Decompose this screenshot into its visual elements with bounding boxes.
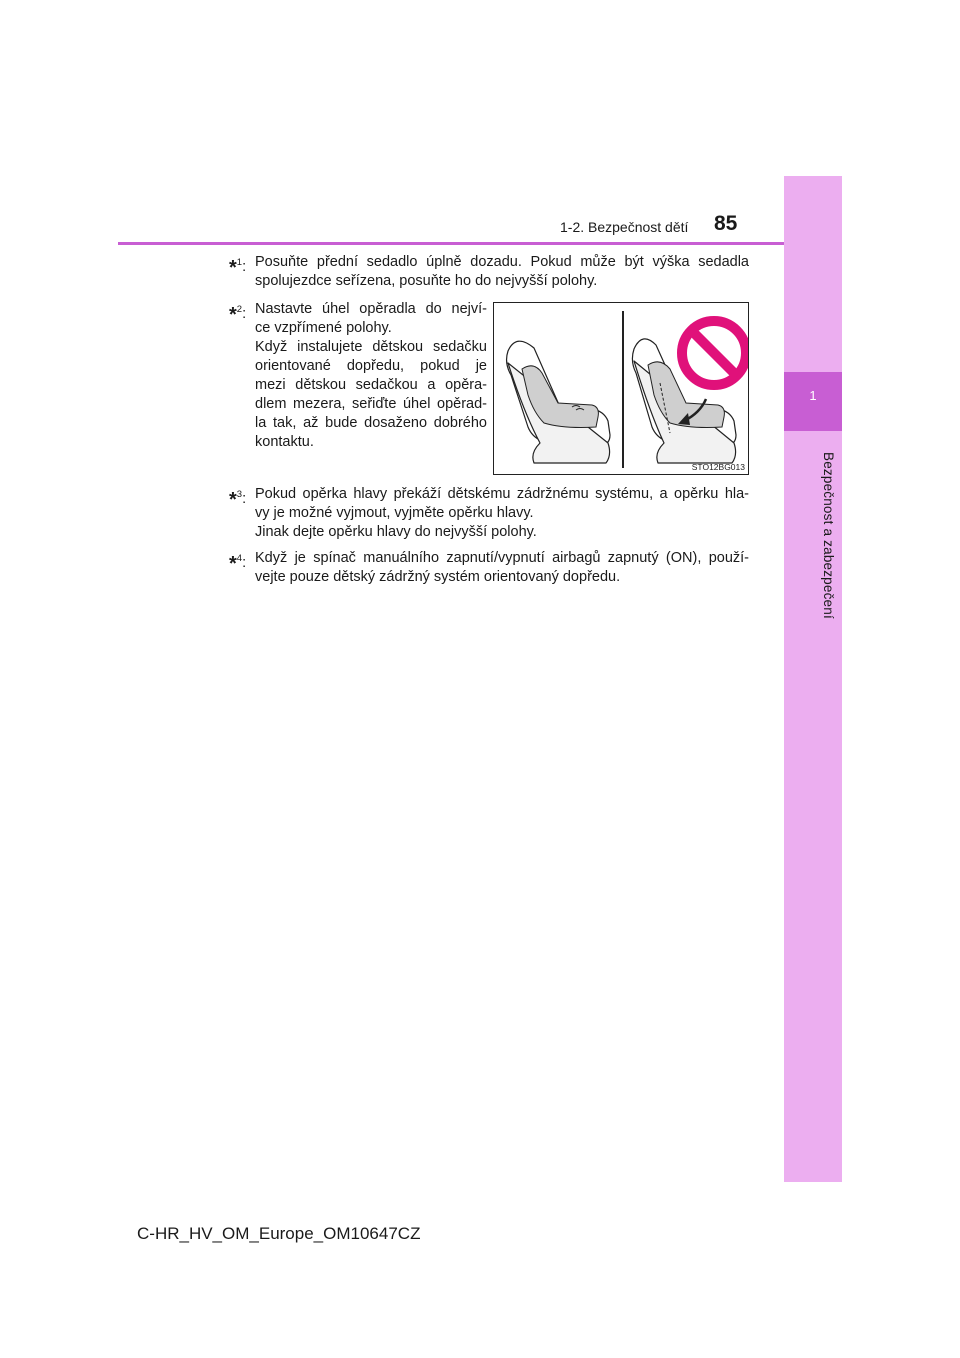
note-2 <box>229 300 487 452</box>
note-line: orientované dopředu, pokud je <box>255 358 487 374</box>
prohibition-icon <box>682 321 746 385</box>
section-title: 1-2. Bezpečnost dětí <box>560 219 689 235</box>
seat-drawing <box>494 303 748 474</box>
note-line: dlem mezera, seřiďte úhel opěrad- <box>255 396 487 412</box>
note-marker: *$^1$: <box>229 257 247 279</box>
chapter-label: Bezpečnost a zabezpečení <box>821 452 836 619</box>
note-4 <box>229 549 749 587</box>
note-line: Když instalujete dětskou sedačku <box>255 339 487 355</box>
note-marker: *$^3$: <box>229 489 247 511</box>
figure-code: STO12BG013 <box>691 462 745 472</box>
note-line: Posuňte přední sedadlo úplně dozadu. Pokud může být výška sedadla <box>255 254 749 270</box>
note-marker: *$^2$: <box>229 304 247 326</box>
header-rule <box>118 242 784 245</box>
chapter-side-tab[interactable] <box>784 176 842 1182</box>
note-line: mezi dětskou sedačkou a opěra- <box>255 377 487 393</box>
document-id: C-HR_HV_OM_Europe_OM10647CZ <box>137 1224 421 1243</box>
note-line: Když je spínač manuálního zapnutí/vypnutí airbagů zapnutý (ON), použí- <box>255 550 749 566</box>
note-line: kontaktu. <box>255 434 314 450</box>
note-3 <box>229 485 749 542</box>
note-line: Pokud opěrka hlavy překáží dětskému zádržnému systému, a opěrku hla- <box>255 486 749 502</box>
note-line: la tak, až bude dosaženo dobrého <box>255 415 487 431</box>
note-marker: *$^4$: <box>229 553 247 575</box>
note-line: vy je možné vyjmout, vyjměte opěrku hlavy. <box>255 505 534 521</box>
note-line: ce vzpřímené polohy. <box>255 320 392 336</box>
note-line: vejte pouze dětský zádržný systém orientovaný dopředu. <box>255 569 621 585</box>
chapter-number: 1 <box>809 388 817 403</box>
page-number: 85 <box>714 212 738 235</box>
seat-illustration <box>493 302 749 475</box>
note-line: spolujezdce seřízena, posuňte ho do nejvyšší polohy. <box>255 273 598 289</box>
note-line: Nastavte úhel opěradla do nejví- <box>255 301 487 317</box>
note-line: Jinak dejte opěrku hlavy do nejvyšší polohy. <box>255 524 537 540</box>
note-1 <box>229 253 749 291</box>
